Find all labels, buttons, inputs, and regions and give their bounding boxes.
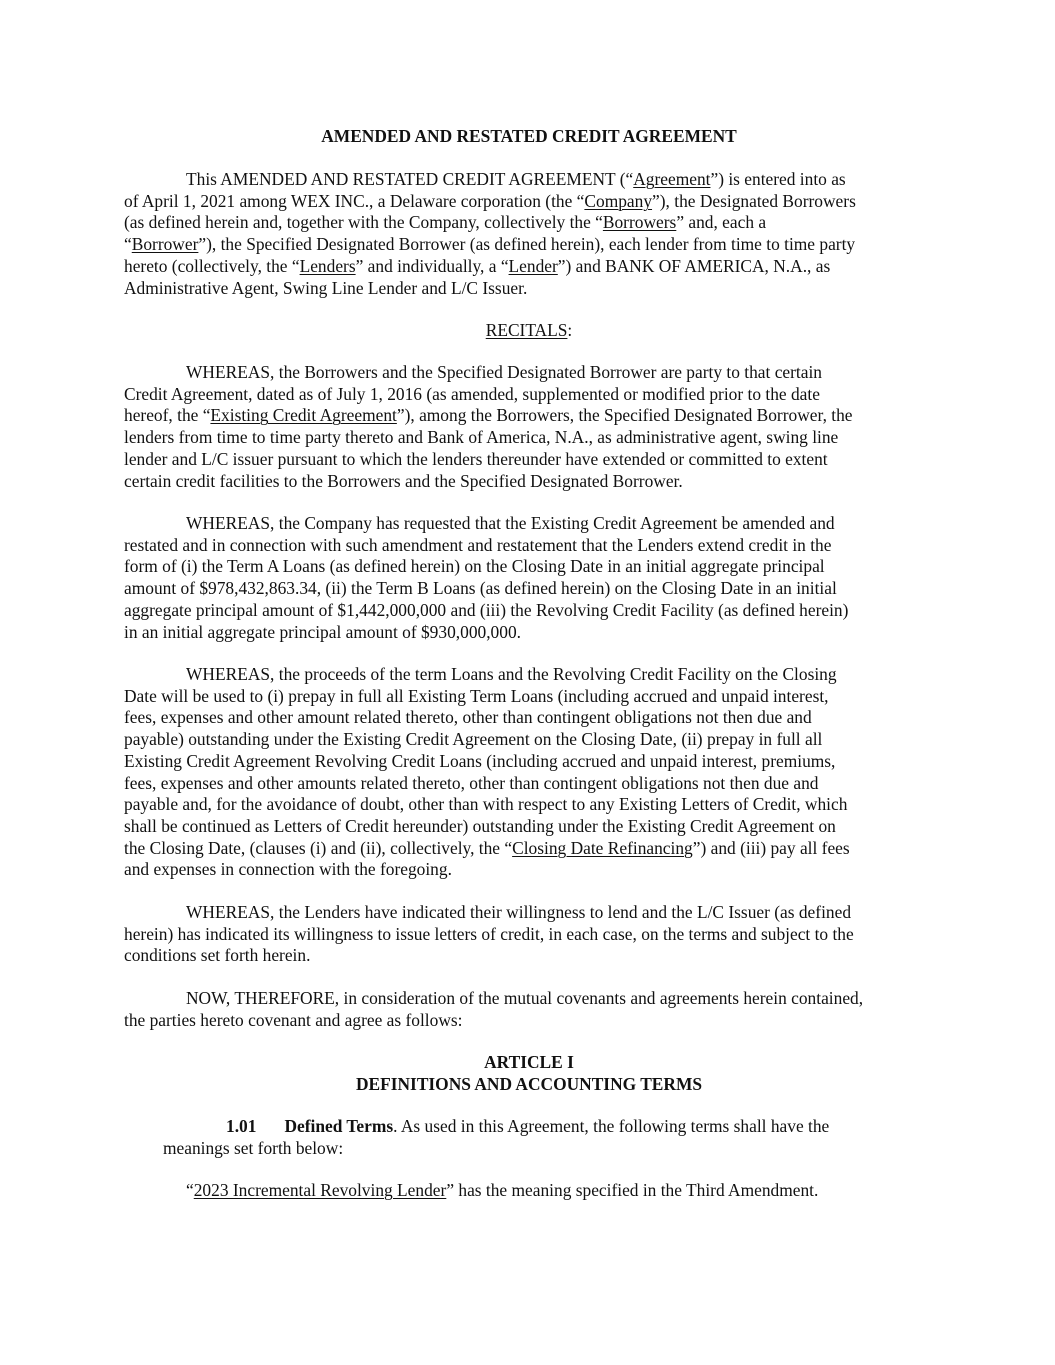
defined-term-2023-incremental-revolving-lender: 2023 Incremental Revolving Lender	[193, 1180, 447, 1200]
section-title: Defined Terms	[284, 1116, 394, 1136]
article-heading	[124, 1052, 934, 1095]
document-title: AMENDED AND RESTATED CREDIT AGREEMENT	[321, 126, 737, 146]
article-number: ARTICLE I	[484, 1052, 574, 1072]
defined-term-company: Company	[584, 190, 653, 211]
whereas-paragraph-1: WHEREAS, the Borrowers and the Specified Designated Borrower are party to that certain Credit Agreement, dated as of July 1, 2016 (as amended, supplemented or modified prior to the date hereof, the “Existing Credit Agreement”), among the Borrowers, the Specified Designated Borrower, the lenders from time to time party thereto and Bank of America, N.A., as administrative agent, swing line lender and L/C issuer pursuant to which the lenders thereunder have extended or committed to extent certain credit facilities to the Borrowers and the Specified Designated Borrower.	[124, 362, 853, 491]
now-therefore-paragraph: NOW, THEREFORE, in consideration of the mutual covenants and agreements herein contained, the parties hereto covenant and agree as follows:	[124, 988, 864, 1030]
defined-term-borrowers: Borrowers	[602, 212, 677, 233]
defined-term-agreement: Agreement	[633, 169, 711, 189]
defined-term-lender: Lender	[508, 255, 558, 276]
whereas-paragraph-3: WHEREAS, the proceeds of the term Loans and the Revolving Credit Facility on the Closing Date will be used to (i) prepay in full all Existing Term Loans (including accrued and unpaid interest, fees, expenses and other amount related thereto, other than contingent obligations not then due and payable) outstanding under the Existing Credit Agreement on the Closing Date, (ii) prepay in full all Existing Credit Agreement Revolving Credit Loans (including accrued and unpaid interest, premiums, fees, expenses and other amounts related thereto, other than contingent obligations not then due and payable and, for the avoidance of doubt, other than with respect to any Existing Letters of Credit, which shall be continued as Letters of Credit hereunder) outstanding under the Existing Credit Agreement on the Closing Date, (clauses (i) and (ii), collectively, the “Closing Date Refinancing”) and (iii) pay all fees and expenses in connection with the foregoing.	[124, 664, 850, 880]
section-number: 1.01	[226, 1116, 257, 1136]
section-1-01: 1.01 Defined Terms. As used in this Agreement, the following terms shall have the meanings set forth below:	[163, 1116, 830, 1158]
defined-term-closing-date-refinancing: Closing Date Refinancing	[512, 837, 693, 858]
article-title: DEFINITIONS AND ACCOUNTING TERMS	[355, 1073, 703, 1094]
defined-term-existing-credit-agreement: Existing Credit Agreement	[210, 405, 397, 426]
defined-term-borrower: Borrower	[131, 234, 199, 255]
whereas-paragraph-2: WHEREAS, the Company has requested that the Existing Credit Agreement be amended and restated and in connection with such amendment and restatement that the Lenders extend credit in the form of (i) the Term A Loans (as defined herein) on the Closing Date in an initial aggregate principal amount of $978,432,863.34, (ii) the Term B Loans (as defined herein) on the Closing Date in an initial aggregate principal amount of $1,442,000,000 and (iii) the Revolving Credit Facility (as defined herein) in an initial aggregate principal amount of $930,000,000.	[124, 513, 849, 642]
defined-term-lenders: Lenders	[299, 255, 356, 276]
preamble-paragraph: This AMENDED AND RESTATED CREDIT AGREEMENT (“Agreement”) is entered into as of April 1, 2021 among WEX INC., a Delaware corporation (the “Company”), the Designated Borrowers (as defined herein and, together with the Company, collectively the “Borrowers” and, each a “Borrower”), the Specified Designated Borrower (as defined herein), each lender from time to time party hereto (collectively, the “Lenders” and individually, a “Lender”) and BANK OF AMERICA, N.A., as Administrative Agent, Swing Line Lender and L/C Issuer.	[124, 169, 856, 298]
whereas-paragraph-4: WHEREAS, the Lenders have indicated their willingness to lend and the L/C Issuer (as defined herein) has indicated its willingness to issue letters of credit, in each case, on the terms and subject to the conditions set forth herein.	[124, 902, 854, 966]
recitals-heading: RECITALS:	[485, 320, 573, 340]
definition-2023-incremental-revolving-lender: “2023 Incremental Revolving Lender” has the meaning specified in the Third Amendment.	[186, 1180, 819, 1200]
